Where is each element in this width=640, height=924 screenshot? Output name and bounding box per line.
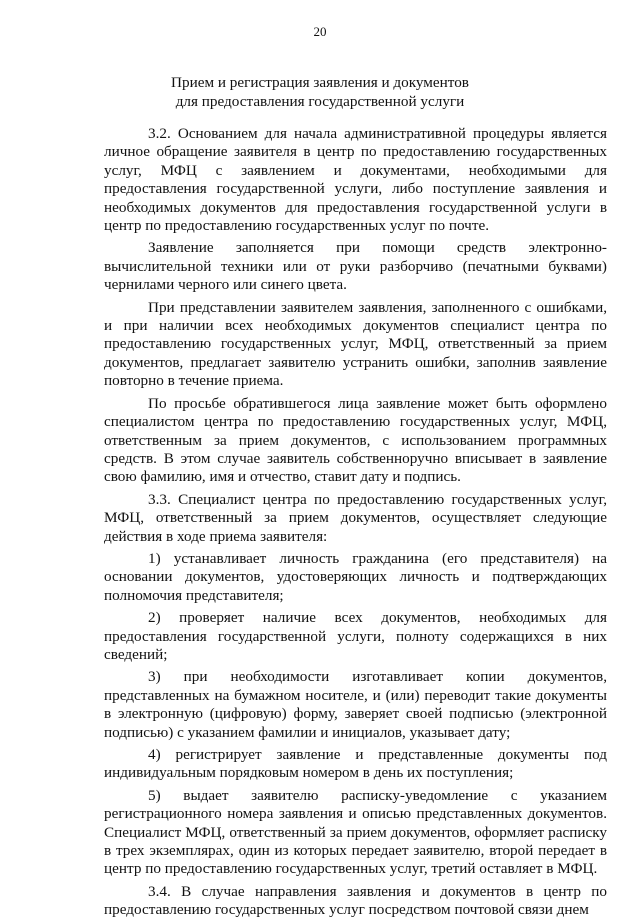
list-item-2: 2) проверяет наличие всех документов, необходимых для предоставления государственной услуги, полноту содержащихся в них сведений; [104, 609, 607, 663]
list-item-5: 5) выдает заявителю расписку-уведомление с указанием регистрационного номера заявления и описью представленных документов. Специалист МФЦ, ответственный за прием документов, оформляет расписку в трех экземплярах, один из которых передает заявителю, второй передает в центр по предоставлению государственных услуг, третий оставляет в МФЦ. [104, 786, 607, 878]
list-item-3: 3) при необходимости изготавливает копии документов, представленных на бумажном носителе, и (или) переводит такие документы в электронную (цифровую) форму, заверяет своей подписью (электронной подписью) с указанием фамилии и инициалов, указывает дату; [104, 668, 607, 741]
paragraph-errors: При представлении заявителем заявления, заполненного с ошибками, и при наличии всех необходимых документов специалист центра по предоставлению государственных услуг, МФЦ, ответственный за прием документов, предлагает заявителю устранить ошибки, заполнив заявление повторно в течение приема. [104, 298, 607, 390]
section-title-line-2: для предоставления государственной услуги [175, 93, 465, 110]
section-title-line-1: Прием и регистрация заявления и документов [171, 74, 469, 91]
paragraph-3-3: 3.3. Специалист центра по предоставлению государственных услуг, МФЦ, ответственный за прием документов, осуществляет следующие действия в ходе приема заявителя: [104, 490, 607, 545]
section-title [0, 73, 640, 111]
paragraph-application-filling: Заявление заполняется при помощи средств электронно-вычислительной техники или от руки разборчиво (печатными буквами) чернилами черного или синего цвета. [104, 239, 607, 294]
list-item-1: 1) устанавливает личность гражданина (его представителя) на основании документов, удостоверяющих личность и подтверждающих полномочия представителя; [104, 549, 607, 604]
paragraph-3-2: 3.2. Основанием для начала административной процедуры является личное обращение заявителя в центр по предоставлению государственных услуг, МФЦ с заявлением и документами, необходимыми для предоставления государственной услуги, либо поступление заявления и необходимых документов для предоставления государственной услуги в центр по предоставлению государственных услуг по почте. [104, 125, 607, 235]
paragraph-3-4: 3.4. В случае направления заявления и документов в центр по предоставлению государственных услуг посредством почтовой связи днем [104, 882, 607, 919]
document-body [104, 125, 607, 924]
page-number: 20 [313, 24, 327, 39]
list-item-4: 4) регистрирует заявление и представленные документы под индивидуальным порядковым номером в день их поступления; [104, 746, 607, 782]
paragraph-request-formatting: По просьбе обратившегося лица заявление может быть оформлено специалистом центра по предоставлению государственных услуг, МФЦ, ответственным за прием документов, с использованием программных средств. В этом случае заявитель собственноручно вписывает в заявление свою фамилию, имя и отчество, ставит дату и подпись. [104, 394, 607, 486]
